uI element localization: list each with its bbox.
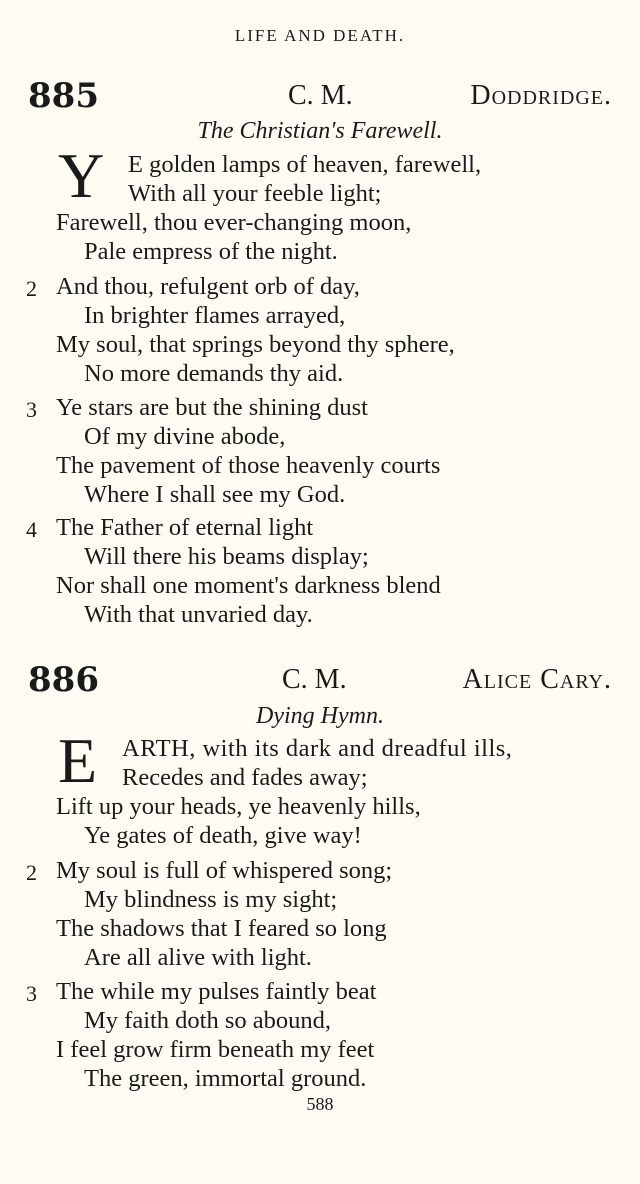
running-head: LIFE AND DEATH.: [234, 26, 406, 45]
stanza-number: 3: [26, 981, 37, 1006]
verse-line: In brighter flames arrayed,: [84, 302, 346, 329]
verse-line: Nor shall one moment's darkness blend: [56, 572, 441, 599]
verse-line: My soul is full of whispered song;: [56, 857, 393, 884]
hymn-meter: C. M.: [288, 80, 353, 111]
verse-line: Of my divine abode,: [84, 423, 286, 450]
verse-line: Ye gates of death, give way!: [84, 822, 362, 849]
verse-line: Farewell, thou ever-changing moon,: [56, 209, 412, 236]
verse-line: Will there his beams display;: [84, 543, 369, 570]
hymn-title: Dying Hymn.: [256, 703, 384, 729]
hymn-number: 886: [28, 660, 99, 700]
verse-line: With all your feeble light;: [128, 180, 382, 207]
verse-line: With that unvaried day.: [84, 601, 313, 628]
stanza-number: 4: [26, 517, 37, 542]
verse-line: The shadows that I feared so long: [56, 915, 387, 942]
stanza-number: 2: [26, 276, 37, 301]
stanza-number: 2: [26, 860, 37, 885]
verse-line: Pale empress of the night.: [84, 238, 338, 265]
hymn-header-886: [28, 660, 612, 700]
verse-line: Ye stars are but the shining dust: [56, 394, 368, 421]
page-number: 588: [306, 1094, 334, 1114]
verse-line: No more demands thy aid.: [84, 360, 344, 387]
verse-line: Lift up your heads, ye heavenly hills,: [56, 793, 421, 820]
verse-line: E golden lamps of heaven, farewell,: [128, 151, 482, 178]
verse-line: The pavement of those heavenly courts: [56, 452, 441, 479]
verse-line: My faith doth so abound,: [84, 1007, 332, 1034]
verse-line: ARTH, with its dark and dreadful ills,: [122, 735, 513, 762]
verse-line: Are all alive with light.: [84, 944, 312, 971]
hymn-number: 885: [28, 76, 99, 116]
verse-line: My soul, that springs beyond thy sphere,: [56, 331, 455, 358]
drop-cap: E: [58, 725, 98, 796]
hymn-author: Alice Cary.: [462, 664, 612, 695]
verse-line: And thou, refulgent orb of day,: [56, 273, 360, 300]
verse-line: I feel grow firm beneath my feet: [56, 1036, 375, 1063]
hymn-title: The Christian's Farewell.: [197, 118, 443, 144]
hymn-author: Doddridge.: [470, 80, 612, 111]
verse-line: The while my pulses faintly beat: [56, 978, 377, 1005]
drop-cap: Y: [58, 140, 105, 211]
verse-line: Where I shall see my God.: [84, 481, 346, 508]
verse-line: The green, immortal ground.: [84, 1065, 367, 1092]
hymn-meter: C. M.: [282, 664, 347, 695]
hymn-header-885: [28, 76, 612, 116]
verse-line: Recedes and fades away;: [122, 764, 368, 791]
stanza-number: 3: [26, 397, 37, 422]
verse-line: The Father of eternal light: [56, 514, 314, 541]
verse-line: My blindness is my sight;: [84, 886, 338, 913]
